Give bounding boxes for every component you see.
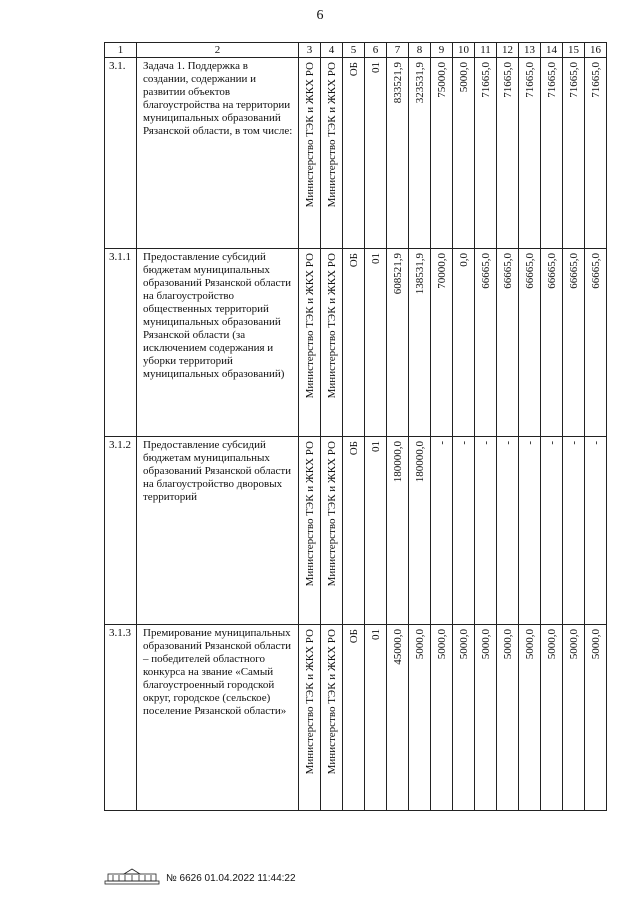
code6-text: 01 bbox=[369, 253, 382, 264]
header-cell: 13 bbox=[519, 43, 541, 58]
value-text: 71665,0 bbox=[501, 62, 514, 98]
value-text: 323531,9 bbox=[413, 62, 426, 104]
header-cell: 9 bbox=[431, 43, 453, 58]
code6-text: 01 bbox=[369, 629, 382, 640]
header-row bbox=[105, 43, 607, 58]
value-text-cell bbox=[585, 625, 607, 811]
value-text: 71665,0 bbox=[523, 62, 536, 98]
code6-text: 01 bbox=[369, 441, 382, 452]
value-text-cell bbox=[387, 249, 409, 437]
value-text: - bbox=[435, 441, 448, 445]
value-text: 5000,0 bbox=[523, 629, 536, 660]
table-row bbox=[105, 58, 607, 249]
value-text: - bbox=[501, 441, 514, 445]
executor-text: Министерство ТЭК и ЖКХ РО bbox=[303, 62, 316, 208]
executor-text-cell bbox=[299, 58, 321, 249]
value-text-cell bbox=[431, 437, 453, 625]
value-text-cell bbox=[453, 58, 475, 249]
value-text: 833521,9 bbox=[391, 62, 404, 104]
grbs-text: Министерство ТЭК и ЖКХ РО bbox=[325, 62, 338, 208]
value-text-cell bbox=[409, 249, 431, 437]
value-text-cell bbox=[541, 58, 563, 249]
executor-text-cell bbox=[299, 625, 321, 811]
value-text-cell bbox=[563, 625, 585, 811]
grbs-text: Министерство ТЭК и ЖКХ РО bbox=[325, 629, 338, 775]
code6-text: 01 bbox=[369, 62, 382, 73]
grbs-text-cell bbox=[321, 58, 343, 249]
grbs-text-cell bbox=[321, 437, 343, 625]
value-text: 75000,0 bbox=[435, 62, 448, 98]
source-text: ОБ bbox=[347, 441, 360, 456]
value-text-cell bbox=[409, 437, 431, 625]
value-text: 66665,0 bbox=[567, 253, 580, 289]
header-cell: 1 bbox=[105, 43, 137, 58]
row-name: Предоставление субсидий бюджетам муниципальных образований Рязанской области на благоустройство общественных территорий муниципальных образований Рязанской области (за исключением содержания и уборки территорий муниципальных образований) bbox=[137, 249, 299, 437]
value-text-cell bbox=[585, 437, 607, 625]
value-text-cell bbox=[475, 437, 497, 625]
grbs-text-cell bbox=[321, 249, 343, 437]
value-text: - bbox=[479, 441, 492, 445]
header-cell: 4 bbox=[321, 43, 343, 58]
value-text-cell bbox=[585, 58, 607, 249]
page-number: 6 bbox=[316, 8, 324, 23]
header-cell: 12 bbox=[497, 43, 519, 58]
value-text: - bbox=[589, 441, 602, 445]
value-text: 66665,0 bbox=[501, 253, 514, 289]
row-code: 3.1. bbox=[105, 58, 137, 249]
grbs-text: Министерство ТЭК и ЖКХ РО bbox=[325, 441, 338, 587]
value-text-cell bbox=[541, 625, 563, 811]
header-cell: 15 bbox=[563, 43, 585, 58]
value-text: 138531,9 bbox=[413, 253, 426, 295]
source-text: ОБ bbox=[347, 629, 360, 644]
value-text-cell bbox=[497, 625, 519, 811]
source-text-cell bbox=[343, 249, 365, 437]
value-text-cell bbox=[475, 58, 497, 249]
value-text: 5000,0 bbox=[479, 629, 492, 660]
value-text-cell bbox=[387, 58, 409, 249]
value-text-cell bbox=[519, 437, 541, 625]
value-text-cell bbox=[541, 437, 563, 625]
value-text-cell bbox=[563, 437, 585, 625]
table-row bbox=[105, 625, 607, 811]
value-text: 5000,0 bbox=[457, 62, 470, 93]
header-cell: 7 bbox=[387, 43, 409, 58]
value-text: 45000,0 bbox=[391, 629, 404, 665]
value-text: 180000,0 bbox=[413, 441, 426, 483]
row-code: 3.1.2 bbox=[105, 437, 137, 625]
header-cell: 8 bbox=[409, 43, 431, 58]
value-text: 66665,0 bbox=[523, 253, 536, 289]
value-text: 5000,0 bbox=[567, 629, 580, 660]
header-cell: 11 bbox=[475, 43, 497, 58]
grbs-text: Министерство ТЭК и ЖКХ РО bbox=[325, 253, 338, 399]
value-text: - bbox=[523, 441, 536, 445]
row-name: Премирование муниципальных образований Рязанской области – победителей областного конкурса на звание «Самый благоустроенный городской округ, городское (сельское) поселение Рязанской области» bbox=[137, 625, 299, 811]
header-cell: 16 bbox=[585, 43, 607, 58]
value-text-cell bbox=[431, 249, 453, 437]
value-text: 5000,0 bbox=[413, 629, 426, 660]
value-text: 71665,0 bbox=[589, 62, 602, 98]
header-cell: 3 bbox=[299, 43, 321, 58]
budget-table bbox=[104, 42, 607, 811]
value-text-cell bbox=[409, 625, 431, 811]
value-text-cell bbox=[585, 249, 607, 437]
header-cell: 6 bbox=[365, 43, 387, 58]
value-text-cell bbox=[431, 58, 453, 249]
table-row bbox=[105, 437, 607, 625]
row-name: Задача 1. Поддержка в создании, содержании и развитии объектов благоустройства на территории муниципальных образований Рязанской области, в том числе: bbox=[137, 58, 299, 249]
value-text: - bbox=[457, 441, 470, 445]
value-text: 5000,0 bbox=[435, 629, 448, 660]
executor-text: Министерство ТЭК и ЖКХ РО bbox=[303, 629, 316, 775]
row-code: 3.1.3 bbox=[105, 625, 137, 811]
value-text-cell bbox=[519, 625, 541, 811]
row-code: 3.1.1 bbox=[105, 249, 137, 437]
code6-text-cell bbox=[365, 437, 387, 625]
code6-text-cell bbox=[365, 58, 387, 249]
header-cell: 5 bbox=[343, 43, 365, 58]
executor-text-cell bbox=[299, 249, 321, 437]
value-text: 5000,0 bbox=[545, 629, 558, 660]
source-text: ОБ bbox=[347, 253, 360, 268]
value-text: 5000,0 bbox=[457, 629, 470, 660]
source-text-cell bbox=[343, 625, 365, 811]
header-cell: 2 bbox=[137, 43, 299, 58]
value-text: 70000,0 bbox=[435, 253, 448, 289]
value-text: - bbox=[545, 441, 558, 445]
grbs-text-cell bbox=[321, 625, 343, 811]
value-text-cell bbox=[453, 249, 475, 437]
value-text: 71665,0 bbox=[479, 62, 492, 98]
value-text-cell bbox=[475, 625, 497, 811]
value-text: 66665,0 bbox=[589, 253, 602, 289]
building-seal-icon bbox=[104, 868, 160, 889]
value-text: 5000,0 bbox=[589, 629, 602, 660]
value-text-cell bbox=[387, 437, 409, 625]
value-text: 71665,0 bbox=[545, 62, 558, 98]
value-text-cell bbox=[387, 625, 409, 811]
value-text-cell bbox=[497, 249, 519, 437]
value-text: 608521,9 bbox=[391, 253, 404, 295]
table-row bbox=[105, 249, 607, 437]
footer bbox=[104, 868, 296, 889]
value-text: 180000,0 bbox=[391, 441, 404, 483]
executor-text: Министерство ТЭК и ЖКХ РО bbox=[303, 253, 316, 399]
value-text-cell bbox=[497, 437, 519, 625]
value-text-cell bbox=[475, 249, 497, 437]
value-text: 66665,0 bbox=[545, 253, 558, 289]
header-cell: 10 bbox=[453, 43, 475, 58]
value-text-cell bbox=[497, 58, 519, 249]
value-text: 5000,0 bbox=[501, 629, 514, 660]
header-cell: 14 bbox=[541, 43, 563, 58]
row-name: Предоставление субсидий бюджетам муниципальных образований Рязанской области на благоустройство дворовых территорий bbox=[137, 437, 299, 625]
value-text: 66665,0 bbox=[479, 253, 492, 289]
value-text-cell bbox=[563, 58, 585, 249]
value-text-cell bbox=[519, 249, 541, 437]
value-text-cell bbox=[541, 249, 563, 437]
source-text-cell bbox=[343, 437, 365, 625]
value-text-cell bbox=[453, 625, 475, 811]
value-text-cell bbox=[563, 249, 585, 437]
value-text-cell bbox=[409, 58, 431, 249]
code6-text-cell bbox=[365, 249, 387, 437]
code6-text-cell bbox=[365, 625, 387, 811]
executor-text-cell bbox=[299, 437, 321, 625]
executor-text: Министерство ТЭК и ЖКХ РО bbox=[303, 441, 316, 587]
value-text-cell bbox=[431, 625, 453, 811]
source-text: ОБ bbox=[347, 62, 360, 77]
value-text: - bbox=[567, 441, 580, 445]
value-text: 71665,0 bbox=[567, 62, 580, 98]
value-text-cell bbox=[519, 58, 541, 249]
value-text-cell bbox=[453, 437, 475, 625]
value-text: 0,0 bbox=[457, 253, 470, 267]
source-text-cell bbox=[343, 58, 365, 249]
document-id: № 6626 01.04.2022 11:44:22 bbox=[166, 873, 296, 884]
